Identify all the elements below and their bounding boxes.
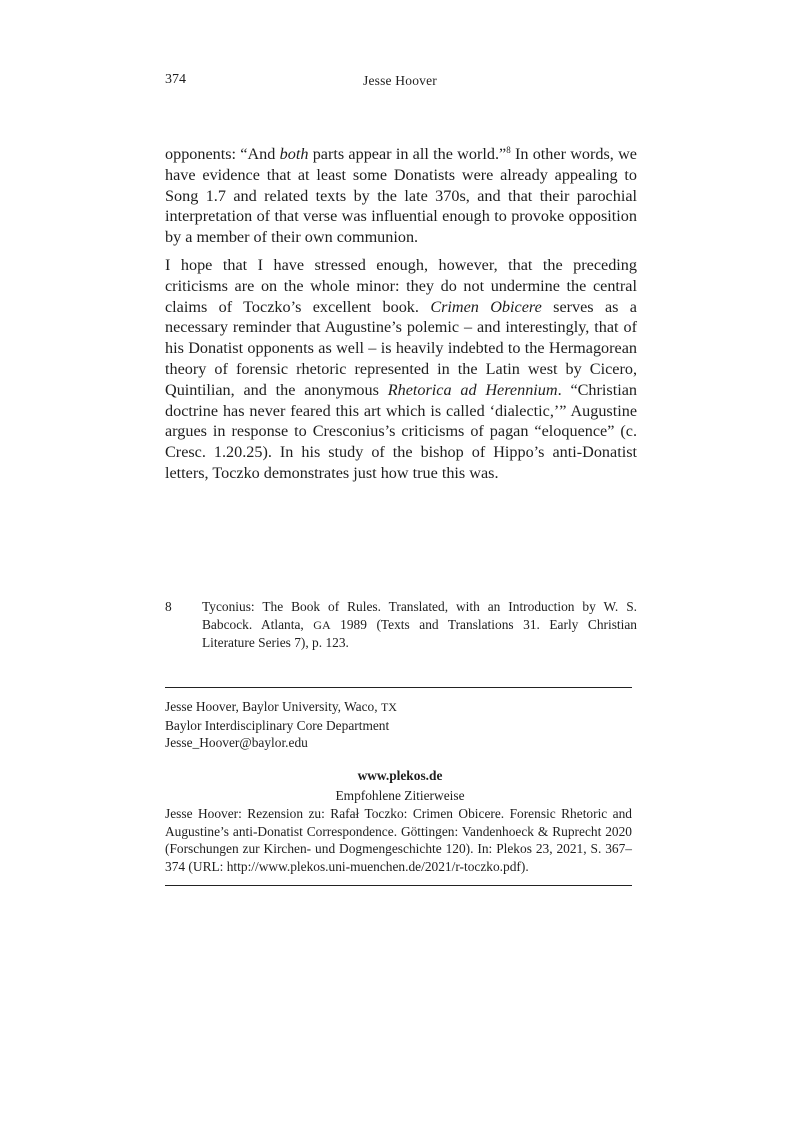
running-head: Jesse Hoover <box>362 73 437 88</box>
divider-top <box>165 687 632 688</box>
italic-run: both <box>279 145 309 163</box>
site-link[interactable]: www.plekos.de <box>357 768 443 783</box>
book-title: Crimen Obicere <box>430 297 542 316</box>
citation-text: Jesse Hoover: Rezension zu: Rafał Toczko: Crimen Obicere. Forensic Rhetoric and Augustine’s anti-Donatist Correspondence. Göttingen: Vandenhoeck & Ruprecht 2020 (Forschungen zur Kirchen- und Dogmengeschichte 120). In: Plekos 23, 2021, S. 367–374 (URL: http://www.plekos.uni-muenchen.de/2021/r-toczko.pdf). <box>165 806 632 874</box>
author-affiliation <box>165 698 397 717</box>
author-department: Baylor Interdisciplinary Core Department <box>165 717 390 733</box>
text-run: . “Christian doctrine has never feared this art which is called ‘dialectic,’” Augustine argues in response to Cresconius’s criticisms of pagan “eloquence” (c. Cresc. 1.20.25). In his study of the bishop of Hippo’s anti-Donatist letters, Toczko demonstrates just how true this was. <box>165 380 637 482</box>
text-run: In other words, we have evidence that at least some Donatists were already appealing to Song 1.7 and related texts by the late 370s, and that their parochial interpretation of that verse was influential enough to provoke opposition by a member of their own communion. <box>165 145 637 247</box>
author-block <box>165 698 397 752</box>
text-run: I hope that I have stressed enough, however, that the preceding criticisms are on the whole minor: they do not undermine the central claims of Toczko’s excellent book. <box>165 255 637 316</box>
divider-bottom <box>165 885 632 886</box>
text-run: serves as a necessary reminder that Augustine’s polemic – and interestingly, that of his Donatist opponents as well – is heavily indebted to the Hermagorean theory of forensic rhetoric represented in the Latin west by Cicero, Quintilian, and the anonymous <box>165 297 637 399</box>
footnote <box>165 598 637 652</box>
citation-heading: Empfohlene Zitierweise <box>335 788 465 803</box>
paragraph-2 <box>165 255 637 484</box>
paragraph-1 <box>165 144 637 248</box>
state-abbrev: TX <box>380 700 397 714</box>
text-run: Jesse Hoover, Baylor University, Waco, <box>165 699 381 714</box>
main-text <box>165 144 637 491</box>
footnote-text <box>202 598 637 652</box>
state-abbrev: GA <box>313 617 331 632</box>
footnote-ref[interactable]: 8 <box>506 145 511 155</box>
text-run: 1989 (Texts and Translations 31. Early Christian Literature Series 7), p. 123. <box>202 616 638 650</box>
footnote-number: 8 <box>165 599 172 614</box>
work-title: Rhetorica ad Herennium <box>387 380 558 399</box>
text-run: opponents: “And <box>165 145 280 163</box>
page-number: 374 <box>165 72 186 87</box>
text-run: Tyconius: The Book of Rules. Translated, with an Introduction by W. S. Babcock. Atlanta, <box>202 599 637 632</box>
text-run: parts appear in all the world.” <box>308 145 507 163</box>
author-email[interactable]: Jesse_Hoover@baylor.edu <box>165 735 308 751</box>
